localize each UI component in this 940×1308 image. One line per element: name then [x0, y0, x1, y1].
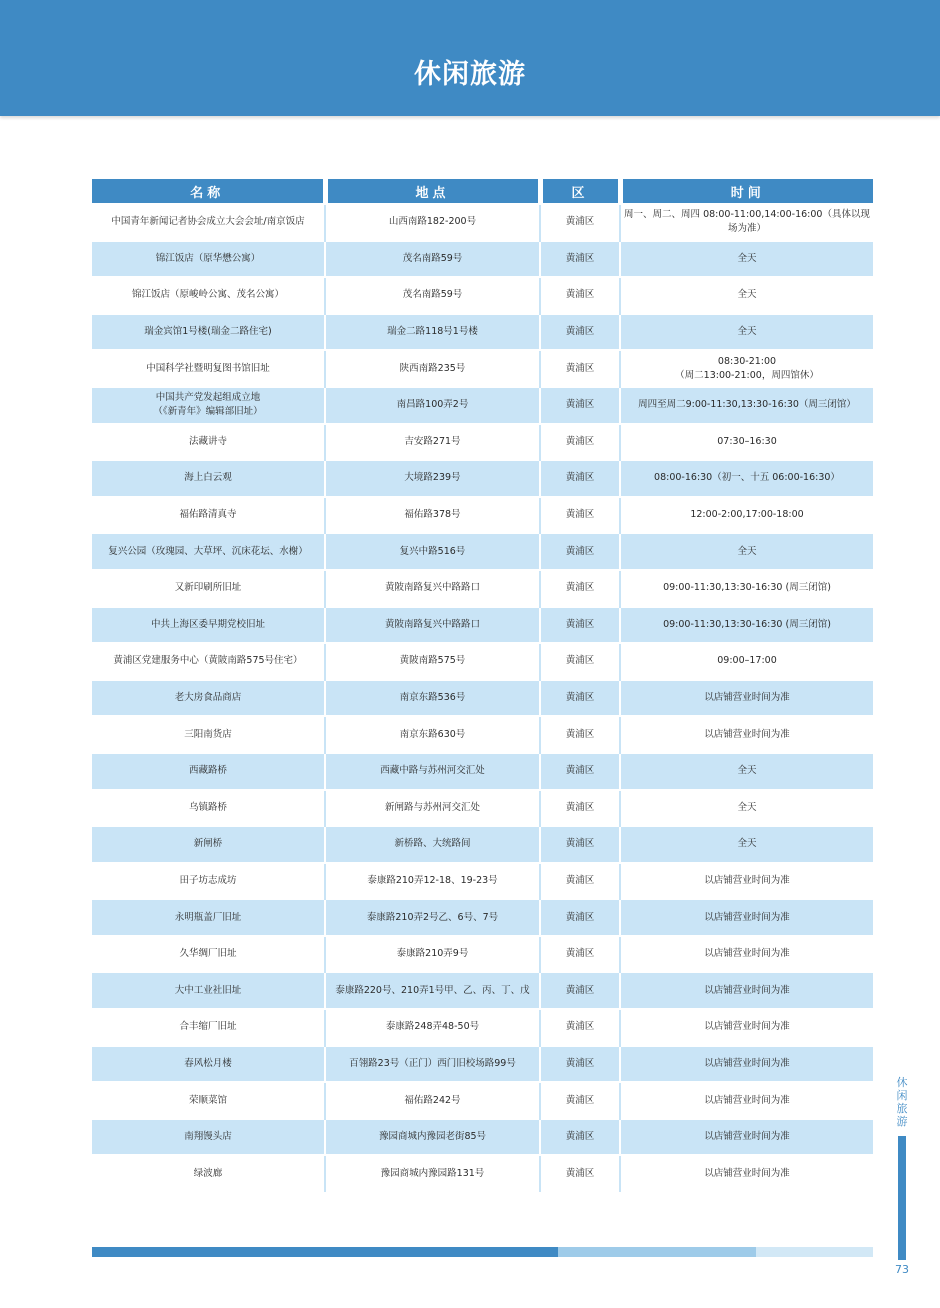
cell-address: 茂名南路59号: [325, 241, 540, 278]
table-row: [92, 899, 873, 936]
cell-time: 08:00-16:30（初一、十五 06:00-16:30）: [620, 460, 873, 497]
cell-time: 全天: [620, 533, 873, 570]
cell-name: 大中工业社旧址: [92, 972, 325, 1009]
cell-name: 福佑路清真寺: [92, 497, 325, 534]
cell-name: 荣顺菜馆: [92, 1082, 325, 1119]
table-row: [92, 753, 873, 790]
table-row: [92, 204, 873, 241]
cell-name: 春风松月楼: [92, 1046, 325, 1083]
cell-district: 黄浦区: [540, 424, 620, 461]
cell-district: 黄浦区: [540, 972, 620, 1009]
table-row: [92, 497, 873, 534]
venue-table-wrapper: [92, 179, 873, 1192]
cell-address: 黄陂南路复兴中路路口: [325, 607, 540, 644]
table-row: [92, 936, 873, 973]
table-row: [92, 570, 873, 607]
cell-district: 黄浦区: [540, 863, 620, 900]
cell-name: 中国青年新闻记者协会成立大会会址/南京饭店: [92, 204, 325, 241]
cell-name: 老大房食品商店: [92, 680, 325, 717]
table-row: [92, 1046, 873, 1083]
bar-segment-dark: [92, 1247, 558, 1257]
cell-name: 中国科学社暨明复图书馆旧址: [92, 350, 325, 387]
header-name: 名称: [92, 179, 325, 204]
cell-time: 08:30-21:00 （周二13:00-21:00，周四馆休）: [620, 350, 873, 387]
header-time: 时间: [620, 179, 873, 204]
table-row: [92, 1155, 873, 1192]
header-banner: [0, 0, 940, 116]
cell-time: 全天: [620, 753, 873, 790]
cell-name: 乌镇路桥: [92, 790, 325, 827]
cell-name: 三阳南货店: [92, 716, 325, 753]
table-row: [92, 387, 873, 424]
cell-address: 西藏中路与苏州河交汇处: [325, 753, 540, 790]
cell-address: 泰康路210弄9号: [325, 936, 540, 973]
cell-district: 黄浦区: [540, 1082, 620, 1119]
cell-district: 黄浦区: [540, 1046, 620, 1083]
table-row: [92, 533, 873, 570]
cell-address: 南京东路536号: [325, 680, 540, 717]
table-row: [92, 972, 873, 1009]
cell-time: 全天: [620, 241, 873, 278]
cell-time: 周四至周二9:00-11:30,13:30-16:30（周三闭馆）: [620, 387, 873, 424]
table-body: [92, 204, 873, 1192]
cell-address: 茂名南路59号: [325, 277, 540, 314]
cell-name: 绿波廊: [92, 1155, 325, 1192]
table-row: [92, 826, 873, 863]
cell-name: 南翔馒头店: [92, 1119, 325, 1156]
cell-name: 田子坊志成坊: [92, 863, 325, 900]
cell-district: 黄浦区: [540, 277, 620, 314]
cell-district: 黄浦区: [540, 899, 620, 936]
cell-time: 以店铺营业时间为准: [620, 1082, 873, 1119]
table-row: [92, 1009, 873, 1046]
bottom-decor-bar: [92, 1247, 873, 1257]
cell-address: 南昌路100弄2号: [325, 387, 540, 424]
cell-time: 09:00-11:30,13:30-16:30 (周三闭馆): [620, 607, 873, 644]
cell-district: 黄浦区: [540, 1009, 620, 1046]
page-title: 休闲旅游: [414, 59, 526, 90]
cell-time: 以店铺营业时间为准: [620, 899, 873, 936]
bar-segment-light: [756, 1247, 873, 1257]
cell-time: 全天: [620, 790, 873, 827]
cell-address: 瑞金二路118号1号楼: [325, 314, 540, 351]
cell-district: 黄浦区: [540, 607, 620, 644]
cell-address: 大境路239号: [325, 460, 540, 497]
side-section-label: 休 闲 旅 游: [896, 1076, 908, 1128]
table-row: [92, 460, 873, 497]
table-row: [92, 1082, 873, 1119]
cell-address: 泰康路210弄2号乙、6号、7号: [325, 899, 540, 936]
cell-district: 黄浦区: [540, 570, 620, 607]
header-address: 地点: [325, 179, 540, 204]
cell-address: 泰康路210弄12-18、19-23号: [325, 863, 540, 900]
cell-name: 新闸桥: [92, 826, 325, 863]
cell-time: 全天: [620, 314, 873, 351]
cell-district: 黄浦区: [540, 1155, 620, 1192]
cell-district: 黄浦区: [540, 716, 620, 753]
cell-address: 陕西南路235号: [325, 350, 540, 387]
cell-time: 以店铺营业时间为准: [620, 1046, 873, 1083]
table-header-row: [92, 179, 873, 204]
cell-time: 以店铺营业时间为准: [620, 972, 873, 1009]
table-row: [92, 790, 873, 827]
cell-name: 海上白云观: [92, 460, 325, 497]
cell-address: 泰康路220号、210弄1号甲、乙、丙、丁、戊: [325, 972, 540, 1009]
cell-district: 黄浦区: [540, 680, 620, 717]
cell-name: 合丰缩厂旧址: [92, 1009, 325, 1046]
cell-address: 豫园商城内豫园路131号: [325, 1155, 540, 1192]
cell-district: 黄浦区: [540, 533, 620, 570]
table-row: [92, 314, 873, 351]
cell-district: 黄浦区: [540, 241, 620, 278]
cell-time: 以店铺营业时间为准: [620, 680, 873, 717]
venue-table: [92, 179, 873, 1192]
cell-time: 全天: [620, 826, 873, 863]
cell-time: 以店铺营业时间为准: [620, 1155, 873, 1192]
cell-name: 瑞金宾馆1号楼(瑞金二路住宅): [92, 314, 325, 351]
cell-name: 法藏讲寺: [92, 424, 325, 461]
table-row: [92, 863, 873, 900]
cell-time: 07:30–16:30: [620, 424, 873, 461]
cell-district: 黄浦区: [540, 790, 620, 827]
cell-address: 新桥路、大统路间: [325, 826, 540, 863]
table-row: [92, 1119, 873, 1156]
cell-time: 周一、周二、周四 08:00-11:00,14:00-16:00（具体以现场为准）: [620, 204, 873, 241]
table-row: [92, 424, 873, 461]
cell-time: 12:00-2:00,17:00-18:00: [620, 497, 873, 534]
cell-address: 福佑路242号: [325, 1082, 540, 1119]
cell-name: 复兴公园（玫瑰园、大草坪、沉床花坛、水榭）: [92, 533, 325, 570]
cell-district: 黄浦区: [540, 387, 620, 424]
cell-district: 黄浦区: [540, 460, 620, 497]
cell-address: 南京东路630号: [325, 716, 540, 753]
cell-address: 复兴中路516号: [325, 533, 540, 570]
cell-name: 永明瓶盖厂旧址: [92, 899, 325, 936]
cell-address: 黄陂南路575号: [325, 643, 540, 680]
cell-time: 以店铺营业时间为准: [620, 936, 873, 973]
cell-time: 全天: [620, 277, 873, 314]
cell-name: 锦江饭店（原华懋公寓）: [92, 241, 325, 278]
cell-address: 黄陂南路复兴中路路口: [325, 570, 540, 607]
cell-name: 中共上海区委早期党校旧址: [92, 607, 325, 644]
cell-district: 黄浦区: [540, 643, 620, 680]
page-number: 73: [895, 1263, 909, 1276]
cell-name: 中国共产党发起组成立地 （《新青年》编辑部旧址）: [92, 387, 325, 424]
cell-district: 黄浦区: [540, 497, 620, 534]
cell-district: 黄浦区: [540, 204, 620, 241]
cell-district: 黄浦区: [540, 826, 620, 863]
cell-address: 豫园商城内豫园老街85号: [325, 1119, 540, 1156]
cell-address: 百翎路23号（正门）西门旧校场路99号: [325, 1046, 540, 1083]
cell-name: 黄浦区党建服务中心（黄陂南路575号住宅）: [92, 643, 325, 680]
table-row: [92, 607, 873, 644]
bar-segment-mid: [558, 1247, 756, 1257]
cell-name: 锦江饭店（原峻岭公寓、茂名公寓）: [92, 277, 325, 314]
cell-name: 西藏路桥: [92, 753, 325, 790]
table-row: [92, 680, 873, 717]
cell-district: 黄浦区: [540, 1119, 620, 1156]
cell-address: 吉安路271号: [325, 424, 540, 461]
table-row: [92, 277, 873, 314]
side-decor-bar: [898, 1136, 906, 1260]
cell-address: 泰康路248弄48-50号: [325, 1009, 540, 1046]
cell-time: 09:00–17:00: [620, 643, 873, 680]
cell-district: 黄浦区: [540, 753, 620, 790]
table-row: [92, 643, 873, 680]
cell-time: 以店铺营业时间为准: [620, 1119, 873, 1156]
table-row: [92, 716, 873, 753]
cell-district: 黄浦区: [540, 314, 620, 351]
cell-time: 以店铺营业时间为准: [620, 863, 873, 900]
table-row: [92, 241, 873, 278]
cell-name: 又新印刷所旧址: [92, 570, 325, 607]
cell-address: 福佑路378号: [325, 497, 540, 534]
header-district: 区: [540, 179, 620, 204]
cell-time: 以店铺营业时间为准: [620, 1009, 873, 1046]
cell-district: 黄浦区: [540, 936, 620, 973]
table-row: [92, 350, 873, 387]
cell-address: 新闸路与苏州河交汇处: [325, 790, 540, 827]
cell-address: 山西南路182-200号: [325, 204, 540, 241]
cell-name: 久华绸厂旧址: [92, 936, 325, 973]
cell-district: 黄浦区: [540, 350, 620, 387]
cell-time: 09:00-11:30,13:30-16:30 (周三闭馆): [620, 570, 873, 607]
cell-time: 以店铺营业时间为准: [620, 716, 873, 753]
